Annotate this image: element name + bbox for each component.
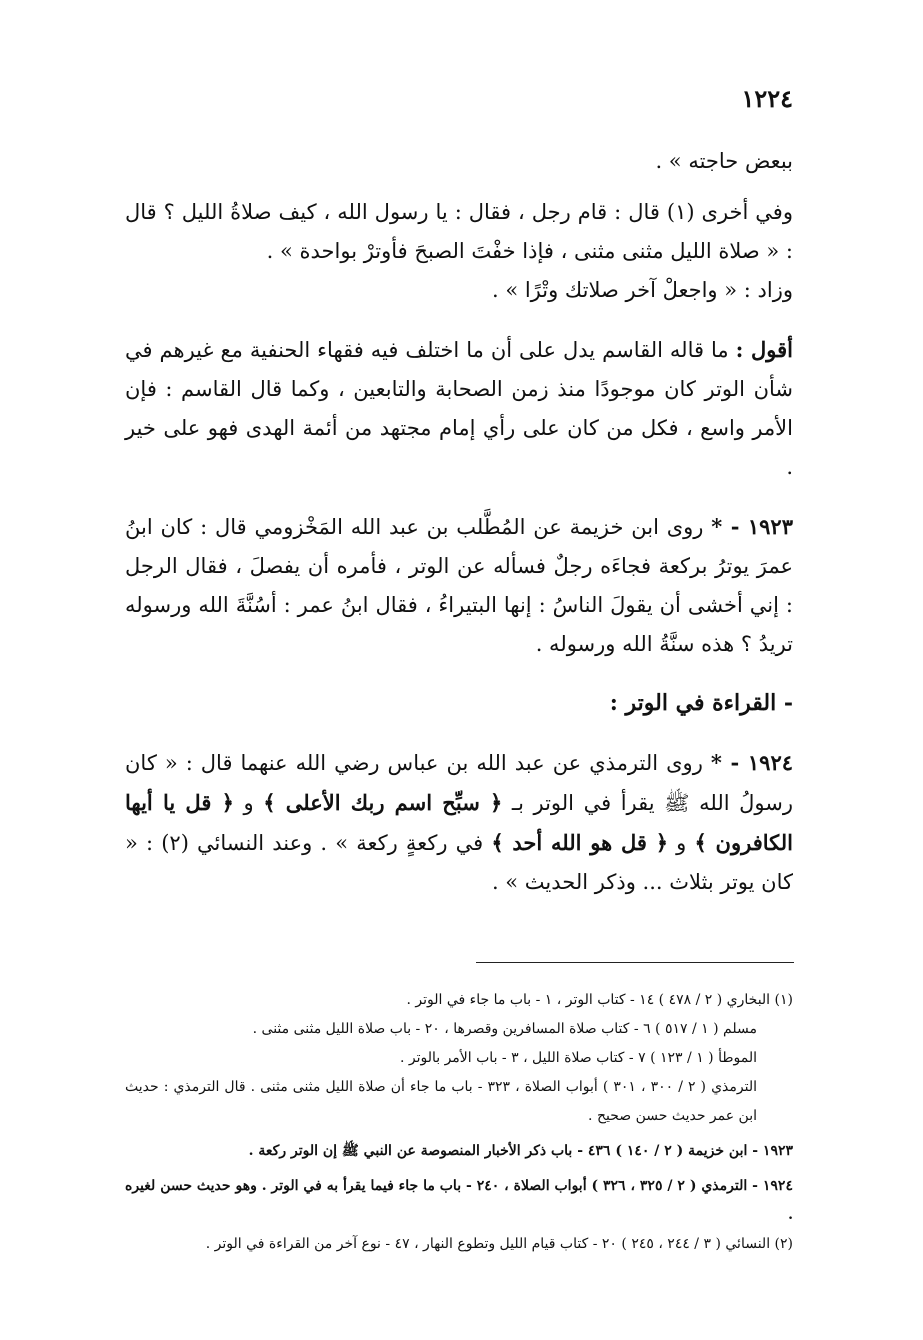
footnote-divider (476, 962, 794, 963)
footnote-1-tirmidhi: الترمذي ( ٢ / ٣٠٠ ، ٣٠١ ) أبواب الصلاة ، ٣٢٣ - باب ما جاء أن صلاة الليل مثنى مثنى . قال الترمذي : حديث ابن عمر حديث حسن صحيح . (125, 1079, 757, 1124)
footnote-1: (١) البخاري ( ٢ / ٤٧٨ ) ١٤ - كتاب الوتر ، ١ - باب ما جاء في الوتر . (406, 992, 793, 1008)
footnote-1924: ١٩٢٤ - الترمذي ( ٢ / ٣٢٥ ، ٣٢٦ ) أبواب الصلاة ، ٢٤٠ - باب ما جاء فيما يقرأ به في الوتر . وهو حديث حسن لغيره . (125, 1178, 793, 1223)
quran-surah-ala: ﴿ سبِّح اسم ربك الأعلى ﴾ (263, 790, 503, 815)
footnote-1923: ١٩٢٣ - ابن خزيمة ( ٢ / ١٤٠ ) ٤٣٦ - باب ذكر الأخبار المنصوصة عن النبي ﷺ إن الوتر ركعة . (248, 1143, 793, 1159)
paragraph-commentary (125, 330, 793, 487)
paragraph-addition: وزاد : « واجعلْ آخر صلاتك وتْرًا » . (491, 278, 793, 302)
footnote-2: (٢) النسائي ( ٣ / ٢٤٤ ، ٢٤٥ ) ٢٠ - كتاب قيام الليل وتطوع النهار ، ٤٧ - نوع آخر من القراءة في الوتر . (205, 1236, 793, 1252)
paragraph-hadith-variant: وفي أخرى (١) قال : قام رجل ، فقال : يا رسول الله ، كيف صلاةُ الليل ؟ قال : « صلاة الليل مثنى مثنى ، فإذا خفْتَ الصبحَ فأوترْ بواحدة » . (125, 200, 793, 263)
footnotes (125, 986, 793, 1259)
footnote-1-muslim: مسلم ( ١ / ٥١٧ ) ٦ - كتاب صلاة المسافرين وقصرها ، ٢٠ - باب صلاة الليل مثنى مثنى . (252, 1021, 757, 1037)
commentary-lead: أقول : (735, 337, 793, 362)
hadith-text-1924-a: روى الترمذي عن عبد الله بن عباس رضي الله عنهما قال : « كان رسولُ الله ﷺ يقرأ في الوتر بـ (125, 751, 794, 815)
paragraph-continuation: ببعض حاجته » . (655, 149, 793, 173)
paragraph-hadith-1924 (125, 743, 793, 902)
quran-surah-ikhlas: ﴿ قل هو الله أحد ﴾ (491, 830, 668, 855)
hadith-text-1924-d: في ركعةٍ ركعة » . وعند النسائي (٢) : « كان يوتر بثلاث ... وذكر الحديث » . (125, 831, 793, 894)
quran-surah-kafirun: ﴿ قل يا أيها الكافرون ﴾ (125, 790, 793, 855)
paragraph-hadith-1923 (125, 507, 793, 664)
footnote-1-muwatta: الموطأ ( ١ / ١٢٣ ) ٧ - كتاب صلاة الليل ، ٣ - باب الأمر بالوتر . (399, 1050, 757, 1066)
commentary-text: ما قاله القاسم يدل على أن ما اختلف فيه فقهاء الحنفية مع غيرهم في شأن الوتر كان موجودًا منذ زمن الصحابة والتابعين ، وكما قال القاسم : فإن الأمر واسع ، فكل من كان على رأي إمام مجتهد من أئمة الهدى فهو على خير . (125, 338, 793, 479)
hadith-text-1924-and-2: و (676, 831, 687, 855)
page-number: ١٢٢٤ (741, 84, 793, 113)
hadith-text-1924-and-1: و (243, 791, 254, 815)
section-heading: - القراءة في الوتر : (609, 690, 793, 716)
main-text (125, 142, 793, 902)
hadith-number-1923: ١٩٢٣ - * (711, 514, 793, 539)
hadith-number-1924: ١٩٢٤ - * (710, 750, 794, 775)
hadith-text-1923: روى ابن خزيمة عن المُطَّلب بن عبد الله المَخْزومي قال : كان ابنُ عمرَ يوترُ بركعة فجاءَه رجلٌ فسأله عن الوتر ، فأمره أن يفصلَ ، فقال الرجل : إني أخشى أن يقولَ الناسُ : إنها البتيراءُ ، فقال ابنُ عمر : أسُنَّةَ الله ورسوله تريدُ ؟ هذه سنَّةُ الله ورسوله . (125, 515, 793, 656)
